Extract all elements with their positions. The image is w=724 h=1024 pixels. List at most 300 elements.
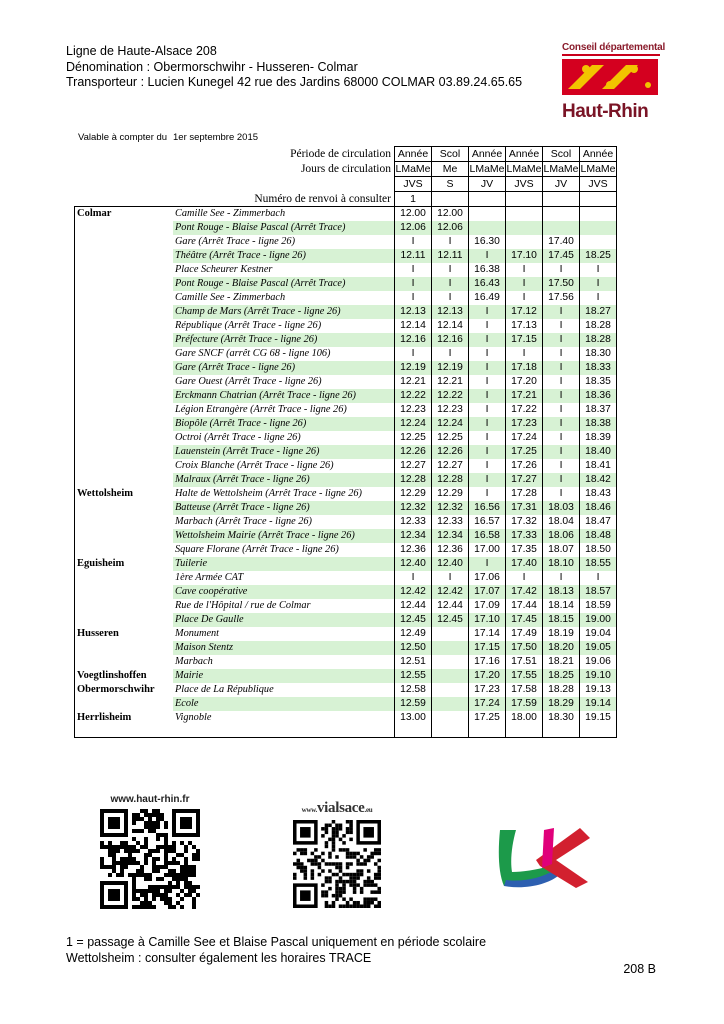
table-row <box>75 529 617 543</box>
time-cell: 18.20 <box>543 641 580 655</box>
time-cell: 18.04 <box>543 515 580 529</box>
time-cell: 12.40 <box>395 557 432 571</box>
validity-label: Valable à compter du <box>78 132 168 143</box>
time-cell: 17.28 <box>506 487 543 501</box>
qr-code-icon[interactable] <box>293 820 381 908</box>
column-header: LMaMe <box>580 163 616 175</box>
town-cell <box>75 655 174 669</box>
time-cell: 17.15 <box>469 641 506 655</box>
stop-cell: Camille See - Zimmerbach <box>173 207 395 222</box>
column-header: LMaMe <box>506 163 542 175</box>
time-cell: I <box>543 305 580 319</box>
column-header: JVS <box>506 177 543 192</box>
jours-row <box>75 162 617 177</box>
time-cell: I <box>543 417 580 431</box>
column-header: Année <box>469 147 506 162</box>
time-cell: 12.13 <box>395 305 432 319</box>
time-cell <box>580 235 617 249</box>
time-cell: 12.06 <box>395 221 432 235</box>
time-cell <box>580 207 617 222</box>
table-row <box>75 557 617 571</box>
time-cell: 12.34 <box>432 529 469 543</box>
stop-cell: Marbach (Arrêt Trace - ligne 26) <box>173 515 395 529</box>
time-cell: I <box>432 347 469 361</box>
stop-cell: Ecole <box>173 697 395 711</box>
table-row <box>75 515 617 529</box>
time-cell: 16.38 <box>469 263 506 277</box>
time-cell: 17.45 <box>506 613 543 627</box>
logo-title: Conseil départemental <box>562 42 666 53</box>
time-cell: 18.14 <box>543 599 580 613</box>
time-cell: 12.32 <box>432 501 469 515</box>
time-cell: I <box>469 487 506 501</box>
time-cell: 12.13 <box>432 305 469 319</box>
town-cell: Wettolsheim <box>75 487 174 501</box>
time-cell: 18.28 <box>543 683 580 697</box>
time-cell: 12.00 <box>432 207 469 222</box>
table-row <box>75 417 617 431</box>
table-row <box>75 655 617 669</box>
town-cell <box>75 571 174 585</box>
time-cell: 12.58 <box>395 683 432 697</box>
time-cell: 12.49 <box>395 627 432 641</box>
blank-cell <box>395 725 432 738</box>
blank-cell <box>75 725 174 738</box>
town-cell <box>75 585 174 599</box>
stop-cell: Malraux (Arrêt Trace - ligne 26) <box>173 473 395 487</box>
time-cell: I <box>395 571 432 585</box>
town-cell <box>75 515 174 529</box>
time-cell: 16.56 <box>469 501 506 515</box>
stop-cell: Gare (Arrêt Trace - ligne 26) <box>173 235 395 249</box>
time-cell: 18.28 <box>580 319 617 333</box>
time-cell: 17.51 <box>506 655 543 669</box>
qr-code-icon[interactable] <box>100 809 200 909</box>
time-cell: 17.18 <box>506 361 543 375</box>
time-cell <box>432 683 469 697</box>
time-cell: 18.10 <box>543 557 580 571</box>
time-cell: I <box>469 389 506 403</box>
table-row <box>75 669 617 683</box>
time-cell: 12.36 <box>432 543 469 557</box>
time-cell: 17.27 <box>506 473 543 487</box>
time-cell: 18.50 <box>580 543 617 557</box>
time-cell <box>469 207 506 222</box>
table-row <box>75 473 617 487</box>
stop-cell: Cave coopérative <box>173 585 395 599</box>
table-row <box>75 305 617 319</box>
table-row <box>75 389 617 403</box>
time-cell: 12.40 <box>432 557 469 571</box>
time-cell: 18.55 <box>580 557 617 571</box>
table-row <box>75 459 617 473</box>
town-cell <box>75 697 174 711</box>
time-cell: I <box>395 263 432 277</box>
time-cell: 18.30 <box>580 347 617 361</box>
time-cell: I <box>543 263 580 277</box>
time-cell: 18.19 <box>543 627 580 641</box>
haut-rhin-qr-block <box>96 794 204 914</box>
town-cell <box>75 361 174 375</box>
line-title: Ligne de Haute-Alsace 208 <box>66 44 217 58</box>
note-wettolsheim: Wettolsheim : consulter également les horaires TRACE <box>66 950 372 965</box>
table-row <box>75 319 617 333</box>
stop-cell: Lauenstein (Arrêt Trace - ligne 26) <box>173 445 395 459</box>
lk-logo-icon <box>496 820 598 892</box>
town-cell <box>75 291 174 305</box>
stop-cell: Halte de Wettolsheim (Arrêt Trace - ligne 26) <box>173 487 395 501</box>
time-cell: 18.35 <box>580 375 617 389</box>
town-cell <box>75 529 174 543</box>
time-cell: 18.47 <box>580 515 617 529</box>
column-header: LMaMe <box>543 163 579 175</box>
time-cell: 18.46 <box>580 501 617 515</box>
town-cell <box>75 389 174 403</box>
time-cell: I <box>543 445 580 459</box>
time-cell: 12.45 <box>395 613 432 627</box>
time-cell: 17.20 <box>506 375 543 389</box>
time-cell: I <box>543 487 580 501</box>
time-cell: 17.20 <box>469 669 506 683</box>
haut-rhin-url: www.haut-rhin.fr <box>110 794 190 805</box>
time-cell: I <box>469 361 506 375</box>
time-cell: I <box>469 347 506 361</box>
time-cell: 17.31 <box>506 501 543 515</box>
column-header <box>432 192 469 207</box>
column-header: Me <box>432 162 469 177</box>
time-cell: 12.06 <box>432 221 469 235</box>
stop-cell: Pont Rouge - Blaise Pascal (Arrêt Trace) <box>173 221 395 235</box>
time-cell: 18.39 <box>580 431 617 445</box>
time-cell: 18.29 <box>543 697 580 711</box>
vialsace-suffix: .eu <box>364 806 373 814</box>
stop-cell: République (Arrêt Trace - ligne 26) <box>173 319 395 333</box>
time-cell: I <box>432 263 469 277</box>
time-cell: 18.41 <box>580 459 617 473</box>
time-cell: I <box>580 277 617 291</box>
time-cell: 12.23 <box>432 403 469 417</box>
stop-cell: Batteuse (Arrêt Trace - ligne 26) <box>173 501 395 515</box>
time-cell: 18.33 <box>580 361 617 375</box>
time-cell: 12.29 <box>395 487 432 501</box>
time-cell: 12.51 <box>395 655 432 669</box>
time-cell: 12.21 <box>432 375 469 389</box>
time-cell: 16.57 <box>469 515 506 529</box>
table-row <box>75 683 617 697</box>
time-cell: I <box>543 459 580 473</box>
time-cell: I <box>543 389 580 403</box>
time-cell: 19.15 <box>580 711 617 725</box>
stop-cell: Octroi (Arrêt Trace - ligne 26) <box>173 431 395 445</box>
stop-cell: Gare Ouest (Arrêt Trace - ligne 26) <box>173 375 395 389</box>
town-cell <box>75 501 174 515</box>
time-cell: 17.40 <box>543 235 580 249</box>
table-row <box>75 235 617 249</box>
time-cell: 18.07 <box>543 543 580 557</box>
time-cell <box>580 221 617 235</box>
town-cell <box>75 599 174 613</box>
time-cell <box>469 221 506 235</box>
time-cell: 12.22 <box>395 389 432 403</box>
time-cell: I <box>395 277 432 291</box>
column-header: Année <box>506 147 543 162</box>
time-cell <box>543 221 580 235</box>
time-cell: 12.24 <box>432 417 469 431</box>
time-cell: I <box>543 333 580 347</box>
time-cell: 17.56 <box>543 291 580 305</box>
time-cell: 12.33 <box>432 515 469 529</box>
time-cell: 12.25 <box>395 431 432 445</box>
time-cell <box>543 207 580 222</box>
time-cell <box>432 669 469 683</box>
town-cell <box>75 333 174 347</box>
time-cell: 17.23 <box>469 683 506 697</box>
timetable <box>74 146 617 738</box>
table-row <box>75 585 617 599</box>
town-cell <box>75 431 174 445</box>
vialsace-logo <box>262 800 412 817</box>
time-cell: 12.33 <box>395 515 432 529</box>
table-row <box>75 697 617 711</box>
time-cell: 18.27 <box>580 305 617 319</box>
time-cell: I <box>469 445 506 459</box>
table-row <box>75 431 617 445</box>
column-header: LMaMe <box>395 163 431 175</box>
time-cell: 18.37 <box>580 403 617 417</box>
time-cell: I <box>469 459 506 473</box>
time-cell: 17.06 <box>469 571 506 585</box>
time-cell <box>506 207 543 222</box>
time-cell: 18.21 <box>543 655 580 669</box>
town-cell <box>75 277 174 291</box>
page-number: 208 B <box>623 962 656 976</box>
town-cell: Husseren <box>75 627 174 641</box>
time-cell: 17.44 <box>506 599 543 613</box>
time-cell: 18.28 <box>580 333 617 347</box>
table-row <box>75 277 617 291</box>
time-cell: 19.14 <box>580 697 617 711</box>
time-cell: 12.14 <box>432 319 469 333</box>
time-cell: 12.26 <box>395 445 432 459</box>
time-cell <box>432 641 469 655</box>
time-cell: 18.48 <box>580 529 617 543</box>
header-label: Numéro de renvoi à consulter <box>254 192 391 205</box>
stop-cell: Vignoble <box>173 711 395 725</box>
time-cell: I <box>469 417 506 431</box>
time-cell: I <box>543 403 580 417</box>
time-cell: I <box>506 277 543 291</box>
stop-cell: Préfecture (Arrêt Trace - ligne 26) <box>173 333 395 347</box>
time-cell: 17.45 <box>543 249 580 263</box>
stop-cell: Maison Stentz <box>173 641 395 655</box>
table-end-row <box>75 725 617 738</box>
time-cell <box>506 235 543 249</box>
header-label <box>75 177 395 192</box>
time-cell: 12.19 <box>395 361 432 375</box>
time-cell: 12.44 <box>395 599 432 613</box>
table-row <box>75 221 617 235</box>
town-cell <box>75 445 174 459</box>
time-cell: I <box>432 277 469 291</box>
time-cell: 12.27 <box>432 459 469 473</box>
time-cell: I <box>469 305 506 319</box>
table-row <box>75 711 617 725</box>
time-cell: I <box>469 403 506 417</box>
time-cell: I <box>432 291 469 305</box>
time-cell: 18.36 <box>580 389 617 403</box>
table-row <box>75 249 617 263</box>
time-cell: 18.13 <box>543 585 580 599</box>
time-cell: 12.29 <box>432 487 469 501</box>
column-header: Année <box>395 147 432 162</box>
time-cell: 17.32 <box>506 515 543 529</box>
time-cell: 17.14 <box>469 627 506 641</box>
stop-cell: Gare (Arrêt Trace - ligne 26) <box>173 361 395 375</box>
column-header: JV <box>469 177 506 192</box>
time-cell: I <box>506 263 543 277</box>
table-row <box>75 571 617 585</box>
time-cell: 17.00 <box>469 543 506 557</box>
time-cell: I <box>432 235 469 249</box>
header-label: Période de circulation <box>290 148 391 160</box>
town-cell <box>75 305 174 319</box>
town-cell <box>75 459 174 473</box>
time-cell: 12.34 <box>395 529 432 543</box>
town-cell <box>75 543 174 557</box>
time-cell: 18.25 <box>580 249 617 263</box>
stop-cell: Monument <box>173 627 395 641</box>
table-row <box>75 599 617 613</box>
time-cell: 12.22 <box>432 389 469 403</box>
time-cell: 17.09 <box>469 599 506 613</box>
haut-rhin-logo <box>562 42 666 123</box>
time-cell: I <box>469 473 506 487</box>
stop-cell: Gare SNCF (arrêt CG 68 - ligne 106) <box>173 347 395 361</box>
time-cell: 17.42 <box>506 585 543 599</box>
time-cell: 17.10 <box>469 613 506 627</box>
periode-row <box>75 147 617 162</box>
note-renvoi: 1 = passage à Camille See et Blaise Pascal uniquement en période scolaire <box>66 935 487 949</box>
time-cell: 18.42 <box>580 473 617 487</box>
column-header: LMaMe <box>469 163 505 175</box>
town-cell: Obermorschwihr <box>75 683 174 697</box>
time-cell: 18.00 <box>506 711 543 725</box>
table-row <box>75 263 617 277</box>
time-cell: I <box>469 557 506 571</box>
time-cell: I <box>543 431 580 445</box>
town-cell: Voegtlinshoffen <box>75 669 174 683</box>
line-denomination: Dénomination : Obermorschwihr - Husseren- Colmar <box>66 59 358 74</box>
time-cell: I <box>432 571 469 585</box>
blank-cell <box>580 725 617 738</box>
time-cell: 12.36 <box>395 543 432 557</box>
stop-cell: Erckmann Chatrian (Arrêt Trace - ligne 26) <box>173 389 395 403</box>
time-cell: I <box>395 347 432 361</box>
stop-cell: Marbach <box>173 655 395 669</box>
time-cell: 17.16 <box>469 655 506 669</box>
time-cell: 19.10 <box>580 669 617 683</box>
time-cell: 18.06 <box>543 529 580 543</box>
table-row <box>75 543 617 557</box>
table-row <box>75 361 617 375</box>
vialsace-qr-block <box>262 800 412 913</box>
stop-cell: Champ de Mars (Arrêt Trace - ligne 26) <box>173 305 395 319</box>
town-cell <box>75 263 174 277</box>
time-cell: 17.25 <box>469 711 506 725</box>
table-row <box>75 403 617 417</box>
time-cell: 18.40 <box>580 445 617 459</box>
stop-cell: Wettolsheim Mairie (Arrêt Trace - ligne 26) <box>173 529 395 543</box>
time-cell: 12.42 <box>432 585 469 599</box>
time-cell: 17.23 <box>506 417 543 431</box>
time-cell: 18.15 <box>543 613 580 627</box>
time-cell: I <box>506 571 543 585</box>
time-cell: 12.55 <box>395 669 432 683</box>
time-cell: 12.32 <box>395 501 432 515</box>
time-cell: I <box>506 291 543 305</box>
time-cell: 17.22 <box>506 403 543 417</box>
town-cell <box>75 613 174 627</box>
time-cell: 12.26 <box>432 445 469 459</box>
validity-line <box>78 132 259 143</box>
time-cell: 16.30 <box>469 235 506 249</box>
time-cell: 12.16 <box>395 333 432 347</box>
town-cell: Colmar <box>75 207 174 222</box>
time-cell: I <box>469 333 506 347</box>
time-cell: 12.28 <box>395 473 432 487</box>
town-cell <box>75 403 174 417</box>
column-header: S <box>432 177 469 192</box>
town-cell <box>75 347 174 361</box>
column-header: JVS <box>395 177 432 192</box>
time-cell: 12.16 <box>432 333 469 347</box>
time-cell: 17.25 <box>506 445 543 459</box>
town-cell <box>75 641 174 655</box>
table-row <box>75 627 617 641</box>
time-cell: I <box>543 473 580 487</box>
time-cell: I <box>469 249 506 263</box>
town-cell <box>75 319 174 333</box>
blank-cell <box>432 725 469 738</box>
time-cell: 17.35 <box>506 543 543 557</box>
time-cell: 12.19 <box>432 361 469 375</box>
time-cell: 17.49 <box>506 627 543 641</box>
blank-cell <box>469 725 506 738</box>
stop-cell: Croix Blanche (Arrêt Trace - ligne 26) <box>173 459 395 473</box>
column-header: Scol <box>543 147 580 162</box>
table-row <box>75 487 617 501</box>
time-cell: 18.43 <box>580 487 617 501</box>
town-cell <box>75 375 174 389</box>
time-cell: 17.24 <box>506 431 543 445</box>
stop-cell: Tuilerie <box>173 557 395 571</box>
time-cell: 17.58 <box>506 683 543 697</box>
stop-cell: Théâtre (Arrêt Trace - ligne 26) <box>173 249 395 263</box>
column-header <box>469 192 506 207</box>
table-row <box>75 613 617 627</box>
time-cell: 12.24 <box>395 417 432 431</box>
time-cell <box>432 655 469 669</box>
time-cell <box>432 711 469 725</box>
stop-cell: Mairie <box>173 669 395 683</box>
time-cell: 18.38 <box>580 417 617 431</box>
town-cell <box>75 473 174 487</box>
time-cell <box>506 221 543 235</box>
time-cell: I <box>469 431 506 445</box>
stop-cell: Square Florane (Arrêt Trace - ligne 26) <box>173 543 395 557</box>
town-cell <box>75 235 174 249</box>
time-cell: 17.10 <box>506 249 543 263</box>
